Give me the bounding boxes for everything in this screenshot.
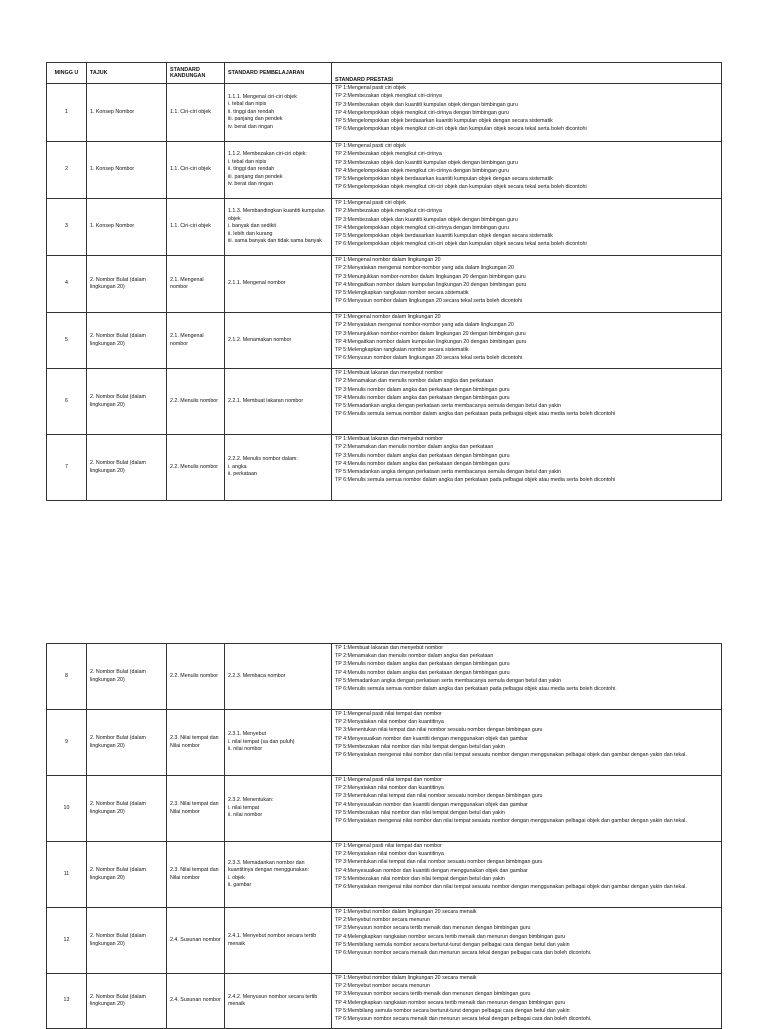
- prestasi-line: TP 5:Membezakan nilai nombor dan nilai tempat dengan betul dan yakin: [335, 743, 505, 750]
- cell-standard-kandungan: 1.1. Ciri-ciri objek: [167, 199, 225, 256]
- prestasi-line: TP 1:Mengenal pasti nilai tempat dan nombor: [335, 843, 442, 849]
- pembelajaran-line: 1.1.1. Mengenal ciri-ciri objek: [228, 93, 297, 100]
- cell-tajuk: 2. Nombor Bulat (dalam lingkungan 20): [87, 435, 167, 501]
- table-body: [47, 644, 722, 1029]
- cell-tajuk: 2. Nombor Bulat (dalam lingkungan 20): [87, 313, 167, 369]
- table-row: [47, 199, 722, 256]
- pembelajaran-line: ii. nilai nombor: [228, 812, 263, 819]
- prestasi-line: TP 1:Mengenal nombor dalam lingkungan 20: [335, 257, 441, 263]
- cell-tajuk: 2. Nombor Bulat (dalam lingkungan 20): [87, 644, 167, 710]
- prestasi-line: TP 1:Mengenal nombor dalam lingkungan 20: [335, 314, 441, 320]
- pembelajaran-line: ii. perkataan: [228, 471, 257, 478]
- prestasi-line: TP 3:Membezakan objek dan kuantiti kumpulan objek dengan bimbingan guru: [335, 159, 518, 166]
- prestasi-line: TP 1:Membuat lakaran dan menyebut nombor: [335, 370, 443, 376]
- prestasi-line: TP 2:Menyatakan mengenai nombor-nombor yang ada dalam lingkungan 20: [335, 265, 514, 272]
- prestasi-line: TP 6:Menyatakan mengenai nilai nombor dan nilai tempat sesuatu nombor dengan menggunakan pelbagai objek dan gambar dengan yakin dan tekal.: [335, 818, 687, 825]
- pembelajaran-line: i. nilai tempat (sa dan puluh): [228, 738, 295, 745]
- cell-standard-kandungan: 2.2. Menulis nombor: [167, 369, 225, 435]
- cell-minggu: 13: [47, 974, 87, 1029]
- header-tajuk: TAJUK: [87, 63, 167, 84]
- cell-standard-prestasi: [332, 369, 722, 435]
- cell-standard-prestasi: [332, 974, 722, 1029]
- cell-tajuk: 2. Nombor Bulat (dalam lingkungan 20): [87, 369, 167, 435]
- header-minggu: MINGG U: [47, 63, 87, 84]
- prestasi-line: TP 3:Menulis nombor dalam angka dan perkataan dengan bimbingan guru: [335, 661, 510, 668]
- pembelajaran-line: i. angka: [228, 463, 247, 470]
- cell-standard-prestasi: [332, 776, 722, 842]
- prestasi-line: TP 6:Menulis semula semua nombor dalam angka dan perkataan pada pelbagai objek atau media serta boleh dicontohi.: [335, 686, 617, 693]
- prestasi-line: TP 2:Menyatakan nilai nombor dan kuantitinya: [335, 719, 444, 726]
- pembelajaran-line: ii. nilai nombor: [228, 746, 263, 753]
- cell-standard-prestasi: [332, 84, 722, 142]
- cell-tajuk: 2. Nombor Bulat (dalam lingkungan 20): [87, 974, 167, 1029]
- prestasi-line: TP 3:Menunjukkan nombor-nombor dalam lingkungan 20 dengan bimbingan guru: [335, 273, 526, 280]
- pembelajaran-line: 2.4.1. Menyebut nombor secara tertib menaik: [228, 933, 317, 947]
- cell-tajuk: 2. Nombor Bulat (dalam lingkungan 20): [87, 908, 167, 974]
- prestasi-line: TP 3:Menentukan nilai tempat dan nilai nombor sesuatu nombor dengan bimbingan guru: [335, 793, 543, 800]
- prestasi-line: TP 4:Menulis nombor dalam angka dan perkataan dengan bimbingan guru: [335, 460, 510, 467]
- cell-standard-prestasi: [332, 710, 722, 776]
- cell-standard-pembelajaran: [225, 644, 332, 710]
- prestasi-line: TP 1:Mengenal pasti ciri objek: [335, 200, 406, 206]
- cell-standard-pembelajaran: [225, 842, 332, 908]
- cell-tajuk: 1. Konsep Nombor: [87, 199, 167, 256]
- rpt-table-page-1: [46, 62, 722, 501]
- prestasi-line: TP 5:Mengelompokkan objek berdasarkan kuantiti kumpulan objek dengan secara sistematik: [335, 118, 553, 125]
- cell-standard-pembelajaran: [225, 435, 332, 501]
- prestasi-line: TP 2:Menyatakan mengenai nombor-nombor yang ada dalam lingkungan 20: [335, 322, 514, 329]
- prestasi-line: TP 5:Memadankan angka dengan perkataan serta membacanya semula dengan betul dan yakin: [335, 677, 562, 684]
- cell-tajuk: 1. Konsep Nombor: [87, 84, 167, 142]
- cell-minggu: 4: [47, 256, 87, 313]
- cell-minggu: 1: [47, 84, 87, 142]
- pembelajaran-line: ii. gambar: [228, 882, 252, 888]
- cell-standard-kandungan: 2.1. Mengenal nombor: [167, 256, 225, 313]
- prestasi-line: TP 6:Menyusun nombor secara menaik dan menurun secara tekal dengan pelbagai cara dan boleh dicontohi.: [335, 1016, 592, 1023]
- prestasi-line: TP 6:Mengelompokkan objek mengikut ciri-ciri objek dan kumpulan objek secara tekal serta boleh dicontohi: [335, 126, 587, 133]
- prestasi-line: TP 1:Mengenal pasti nilai tempat dan nombor: [335, 777, 442, 783]
- header-standard-prestasi: STANDARD PRESTASI: [332, 63, 722, 84]
- pembelajaran-line: iv. berat dan ringan: [228, 123, 273, 130]
- cell-standard-kandungan: 2.3. Nilai tempat dan Nilai nombor: [167, 776, 225, 842]
- prestasi-line: TP 3:Menulis nombor dalam angka dan perkataan dengan bimbingan guru: [335, 386, 510, 393]
- table-body: [47, 84, 722, 501]
- table-row: [47, 776, 722, 842]
- cell-standard-pembelajaran: [225, 908, 332, 974]
- prestasi-line: TP 1:Mengenal pasti ciri objek: [335, 85, 406, 91]
- prestasi-line: TP 6:Menulis semula semua nombor dalam angka dan perkataan pada pelbagai objek atau media serta boleh dicontohi: [335, 411, 616, 418]
- pembelajaran-line: 2.1.2. Menamakan nombor: [228, 336, 292, 343]
- table-row: [47, 142, 722, 199]
- prestasi-line: TP 6:Menyusun nombor secara menaik dan menurun secara tekal dengan pelbagai cara dan boleh dicontohi.: [335, 950, 592, 957]
- prestasi-line: TP 1:Mengenal pasti nilai tempat dan nombor: [335, 711, 442, 717]
- cell-standard-prestasi: [332, 644, 722, 710]
- cell-tajuk: 2. Nombor Bulat (dalam lingkungan 20): [87, 842, 167, 908]
- prestasi-line: TP 3:Menentukan nilai tempat dan nilai nombor sesuatu nombor dengan bimbingan guru: [335, 727, 543, 734]
- pembelajaran-line: 2.2.3. Membaca nombor: [228, 672, 286, 679]
- prestasi-line: TP 4:Menyesuaikan nombor dan kuantiti dengan menggunakan objek dan gambar: [335, 867, 528, 874]
- table-row: [47, 435, 722, 501]
- prestasi-line: TP 4:Melengkapkan rangkaian nombor secara tertib menaik dan menurun dengan bimbingan guru: [335, 933, 566, 940]
- prestasi-line: TP 1:Menyebut nombor dalam lingkungan 20 secara menaik: [335, 975, 477, 981]
- cell-standard-prestasi: [332, 908, 722, 974]
- cell-minggu: 7: [47, 435, 87, 501]
- table-row: [47, 256, 722, 313]
- table-row: [47, 710, 722, 776]
- cell-minggu: 10: [47, 776, 87, 842]
- prestasi-line: TP 2:Menamakan dan menulis nombor dalam angka dan perkataan: [335, 444, 494, 451]
- cell-minggu: 11: [47, 842, 87, 908]
- pembelajaran-line: i. objek: [228, 874, 245, 881]
- prestasi-line: TP 3:Menyusun nombor secara tertib menaik dan menurun dengan bimbingan guru: [335, 925, 531, 932]
- prestasi-line: TP 4:Mengaitkan nombor dalam kumpulan lingkungan 20 dengan bimbingan guru: [335, 281, 527, 288]
- cell-standard-prestasi: [332, 142, 722, 199]
- prestasi-line: TP 6:Menyusun nombor dalam lingkungan 20 secara tekal serta boleh dicontohi: [335, 298, 523, 305]
- cell-standard-prestasi: [332, 256, 722, 313]
- prestasi-line: TP 1:Membuat lakaran dan menyebut nombor: [335, 645, 443, 651]
- cell-tajuk: 2. Nombor Bulat (dalam lingkungan 20): [87, 256, 167, 313]
- prestasi-line: TP 6:Mengelompokkan objek mengikut ciri-ciri objek dan kumpulan objek secara tekal serta boleh dicontohi: [335, 184, 587, 191]
- table-row: [47, 369, 722, 435]
- prestasi-line: TP 2:Membezakan objek mengikut ciri-cirinya: [335, 208, 442, 215]
- rpt-table-page-2: [46, 643, 722, 1029]
- pembelajaran-line: 2.3.1. Menyebut: [228, 731, 266, 738]
- pembelajaran-line: 2.4.2. Menyusun nombor secara tertib menaik: [228, 993, 318, 1007]
- prestasi-line: TP 2:Menyebut nombor secara menurun: [335, 917, 431, 924]
- cell-tajuk: 2. Nombor Bulat (dalam lingkungan 20): [87, 776, 167, 842]
- prestasi-line: TP 5:Melengkapkan rangkaian nombor secara sistematik: [335, 347, 469, 354]
- cell-tajuk: 1. Konsep Nombor: [87, 142, 167, 199]
- pembelajaran-line: i. tebal dan nipis: [228, 158, 267, 165]
- prestasi-line: TP 5:Memadankan angka dengan perkataan serta membacanya semula dengan betul dan yakin: [335, 469, 562, 476]
- prestasi-line: TP 2:Menamakan dan menulis nombor dalam angka dan perkataan: [335, 378, 494, 385]
- prestasi-line: TP 2:Menyatakan nilai nombor dan kuantitinya: [335, 851, 444, 858]
- cell-standard-prestasi: [332, 435, 722, 501]
- cell-standard-kandungan: 2.2. Menulis nombor: [167, 435, 225, 501]
- prestasi-line: TP 4:Mengaitkan nombor dalam kumpulan lingkungan 20 dengan bimbingan guru: [335, 338, 527, 345]
- cell-minggu: 2: [47, 142, 87, 199]
- prestasi-line: TP 2:Membezakan objek mengikut ciri-cirinya: [335, 151, 442, 158]
- cell-standard-kandungan: 2.3. Nilai tempat dan Nilai nombor: [167, 710, 225, 776]
- pembelajaran-line: ii. lebih dan kurang: [228, 230, 273, 237]
- prestasi-line: TP 3:Menunjukkan nombor-nombor dalam lingkungan 20 dengan bimbingan guru: [335, 330, 526, 337]
- table-row: [47, 313, 722, 369]
- prestasi-line: TP 3:Menentukan nilai tempat dan nilai nombor sesuatu nombor dengan bimbingan guru: [335, 859, 543, 866]
- prestasi-line: TP 6:Menulis semula semua nombor dalam angka dan perkataan pada pelbagai objek atau media serta boleh dicontohi: [335, 477, 616, 484]
- pembelajaran-line: iii. panjang dan pendek: [228, 173, 283, 180]
- table-row: [47, 908, 722, 974]
- cell-standard-pembelajaran: [225, 313, 332, 369]
- pembelajaran-line: ii. tinggi dan rendah: [228, 166, 275, 173]
- table-row: [47, 84, 722, 142]
- prestasi-line: TP 6:Mengelompokkan objek mengikut ciri-ciri objek dan kumpulan objek secara tekal serta boleh dicontohi: [335, 241, 587, 248]
- prestasi-line: TP 4:Melengkapkan rangkaian nombor secara tertib menaik dan menurun dengan bimbingan guru: [335, 999, 566, 1006]
- prestasi-line: TP 5:Memadankan angka dengan perkataan serta membacanya semula dengan betul dan yakin: [335, 403, 562, 410]
- cell-standard-kandungan: 2.3. Nilai tempat dan Nilai nombor: [167, 842, 225, 908]
- cell-minggu: 6: [47, 369, 87, 435]
- prestasi-line: TP 2:Menyatakan nilai nombor dan kuantitinya: [335, 785, 444, 792]
- prestasi-line: TP 5:Mengelompokkan objek berdasarkan kuantiti kumpulan objek dengan secara sistematik: [335, 233, 553, 240]
- pembelajaran-line: 1.1.3. Membandingkan kuantiti kumpulan objek: [228, 208, 325, 222]
- cell-standard-kandungan: 2.1. Mengenal nombor: [167, 313, 225, 369]
- pembelajaran-line: i. nilai tempat: [228, 804, 260, 811]
- pembelajaran-line: 2.1.1. Mengenal nombor: [228, 280, 286, 287]
- cell-standard-kandungan: 1.1. Ciri-ciri objek: [167, 84, 225, 142]
- prestasi-line: TP 1:Menyebut nombor dalam lingkungan 20 secara menaik: [335, 909, 477, 915]
- prestasi-line: TP 4:Mengelompokkan objek mengikut ciri-cirinya dengan bimbingan guru: [335, 109, 509, 116]
- prestasi-line: TP 4:Menulis nombor dalam angka dan perkataan dengan bimbingan guru: [335, 394, 510, 401]
- cell-standard-pembelajaran: [225, 776, 332, 842]
- pembelajaran-line: 2.3.3. Memadankan nombor dan kuantitinya dengan menggunakan:: [228, 859, 309, 873]
- prestasi-line: TP 6:Menyusun nombor dalam lingkungan 20 secara tekal serta boleh dicontohi: [335, 355, 523, 362]
- cell-standard-kandungan: 2.4. Susunan nombor: [167, 908, 225, 974]
- cell-tajuk: 2. Nombor Bulat (dalam lingkungan 20): [87, 710, 167, 776]
- table-row: [47, 644, 722, 710]
- cell-standard-kandungan: 2.4. Susunan nombor: [167, 974, 225, 1029]
- cell-standard-pembelajaran: [225, 199, 332, 256]
- cell-standard-kandungan: 1.1. Ciri-ciri objek: [167, 142, 225, 199]
- prestasi-line: TP 5:Membilang semula nombor secara berturut-turut dengan pelbagai cara dengan betul dan yakin: [335, 941, 570, 948]
- cell-minggu: 3: [47, 199, 87, 256]
- prestasi-line: TP 5:Melengkapkan rangkaian nombor secara sistematik: [335, 290, 469, 297]
- prestasi-line: TP 1:Mengenal pasti ciri objek: [335, 143, 406, 149]
- cell-standard-pembelajaran: [225, 142, 332, 199]
- table-row: [47, 974, 722, 1029]
- prestasi-line: TP 3:Membezakan objek dan kuantiti kumpulan objek dengan bimbingan guru: [335, 101, 518, 108]
- header-row: [47, 63, 722, 84]
- cell-standard-prestasi: [332, 199, 722, 256]
- prestasi-line: TP 5:Membezakan nilai nombor dan nilai tempat dengan betul dan yakin: [335, 875, 505, 882]
- cell-minggu: 8: [47, 644, 87, 710]
- cell-standard-pembelajaran: [225, 369, 332, 435]
- prestasi-line: TP 4:Mengelompokkan objek mengikut ciri-cirinya dengan bimbingan guru: [335, 167, 509, 174]
- cell-standard-pembelajaran: [225, 84, 332, 142]
- cell-standard-kandungan: 2.2. Menulis nombor: [167, 644, 225, 710]
- prestasi-line: TP 6:Menyatakan mengenai nilai nombor dan nilai tempat sesuatu nombor dengan menggunakan pelbagai objek dan gambar dengan yakin dan tekal.: [335, 884, 687, 891]
- prestasi-line: TP 5:Membezakan nilai nombor dan nilai tempat dengan betul dan yakin: [335, 809, 505, 816]
- pembelajaran-line: iii. sama banyak dan tidak sama banyak: [228, 238, 322, 245]
- prestasi-line: TP 3:Menyusun nombor secara tertib menaik dan menurun dengan bimbingan guru: [335, 991, 531, 998]
- pembelajaran-line: i. tebal dan nipis: [228, 101, 267, 108]
- pembelajaran-line: 2.2.1. Membuat lakaran nombor: [228, 397, 304, 404]
- cell-standard-pembelajaran: [225, 974, 332, 1029]
- prestasi-line: TP 5:Mengelompokkan objek berdasarkan kuantiti kumpulan objek dengan secara sistematik: [335, 176, 553, 183]
- pembelajaran-line: 2.2.2. Menulis nombor dalam:: [228, 456, 298, 463]
- prestasi-line: TP 3:Membezakan objek dan kuantiti kumpulan objek dengan bimbingan guru: [335, 216, 518, 223]
- pembelajaran-line: 2.3.2. Menentukan:: [228, 797, 274, 804]
- cell-standard-pembelajaran: [225, 256, 332, 313]
- prestasi-line: TP 4:Mengelompokkan objek mengikut ciri-cirinya dengan bimbingan guru: [335, 224, 509, 231]
- prestasi-line: TP 3:Menulis nombor dalam angka dan perkataan dengan bimbingan guru: [335, 452, 510, 459]
- cell-minggu: 5: [47, 313, 87, 369]
- header-standard-kandungan: STANDARD KANDUNGAN: [167, 63, 225, 84]
- pembelajaran-line: iii. panjang dan pendek: [228, 116, 283, 123]
- pembelajaran-line: iv. berat dan ringan: [228, 181, 273, 188]
- prestasi-line: TP 5:Membilang semula nombor secara berturut-turut dengan pelbagai cara dengan betul dan yakin: [335, 1007, 570, 1014]
- cell-minggu: 12: [47, 908, 87, 974]
- cell-standard-prestasi: [332, 313, 722, 369]
- prestasi-line: TP 2:Menamakan dan menulis nombor dalam angka dan perkataan: [335, 653, 494, 660]
- pembelajaran-line: ii. tinggi dan rendah: [228, 108, 275, 115]
- pembelajaran-line: 1.1.2. Membezakan ciri-ciri objek:: [228, 151, 307, 158]
- prestasi-line: TP 4:Menulis nombor dalam angka dan perkataan dengan bimbingan guru: [335, 669, 510, 676]
- prestasi-line: TP 4:Menyesuaikan nombor dan kuantiti dengan menggunakan objek dan gambar: [335, 735, 528, 742]
- prestasi-line: TP 2:Menyebut nombor secara menurun: [335, 983, 431, 990]
- prestasi-line: TP 1:Membuat lakaran dan menyebut nombor: [335, 436, 443, 442]
- prestasi-line: TP 2:Membezakan objek mengikut ciri-cirinya: [335, 93, 442, 100]
- header-standard-pembelajaran: STANDARD PEMBELAJARAN: [225, 63, 332, 84]
- prestasi-line: TP 4:Menyesuaikan nombor dan kuantiti dengan menggunakan objek dan gambar: [335, 801, 528, 808]
- pembelajaran-line: i. banyak dan sedikit: [228, 223, 276, 230]
- cell-standard-prestasi: [332, 842, 722, 908]
- table-row: [47, 842, 722, 908]
- cell-minggu: 9: [47, 710, 87, 776]
- cell-standard-pembelajaran: [225, 710, 332, 776]
- prestasi-line: TP 6:Menyatakan mengenai nilai nombor dan nilai tempat sesuatu nombor dengan menggunakan pelbagai objek dan gambar dengan yakin dan tekal.: [335, 752, 687, 759]
